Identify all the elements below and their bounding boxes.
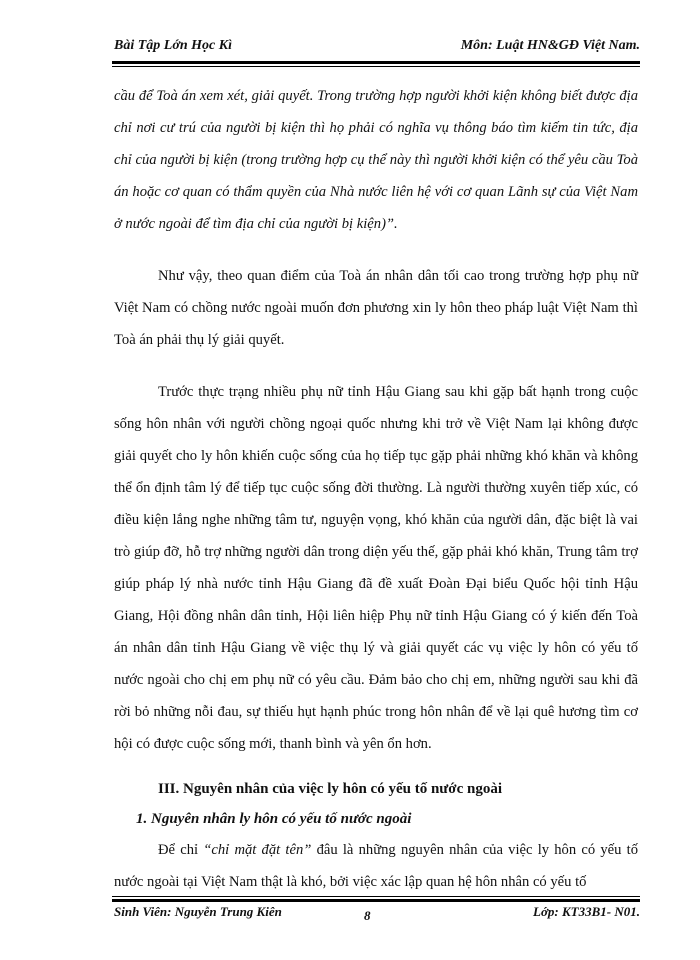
header-rule-thick bbox=[112, 61, 640, 64]
paragraph-3-rest: đâu là những nguyên nhân của việc ly hôn có yếu tố nước ngoài tại Việt Nam thật là khó, bởi việc xác lập quan hệ hôn nhân có yếu tố bbox=[114, 842, 638, 890]
spacer bbox=[114, 760, 638, 774]
header-rule-thin bbox=[112, 66, 640, 67]
page-footer bbox=[114, 904, 640, 928]
paragraph-3 bbox=[114, 834, 638, 898]
quote-continuation: cầu để Toà án xem xét, giải quyết. Trong trường hợp người khởi kiện không biết được địa chỉ nơi cư trú của người bị kiện thì họ phải có nghĩa vụ thông báo tìm kiếm tin tức, địa chỉ của người bị kiện (trong trường hợp cụ thể này thì người khởi kiện có thể yêu cầu Toà án hoặc cơ quan có thẩm quyền của Nhà nước liên hệ với cơ quan Lãnh sự của Việt Nam ở nước ngoài để tìm địa chỉ của người bị kiện)”. bbox=[114, 88, 638, 232]
page-header bbox=[114, 38, 640, 62]
paragraph-2: Trước thực trạng nhiều phụ nữ tỉnh Hậu Giang sau khi gặp bất hạnh trong cuộc sống hôn nhân với người chồng ngoại quốc nhưng khi trở về Việt Nam lại không được giải quyết cho ly hôn khiến cuộc sống của họ tiếp tục gặp phải những khó khăn và không thể ổn định tâm lý để tiếp tục cuộc sống đời thường. Là người thường xuyên tiếp xúc, có điều kiện lắng nghe những tâm tư, nguyện vọng, khó khăn của người dân, đặc biệt là vai trò giúp đỡ, hỗ trợ những người dân trong diện yếu thế, gặp phải khó khăn, Trung tâm trợ giúp pháp lý nhà nước tỉnh Hậu Giang đã đề xuất Đoàn Đại biểu Quốc hội tỉnh Hậu Giang, Hội đồng nhân dân tỉnh, Hội liên hiệp Phụ nữ tỉnh Hậu Giang có ý kiến đến Toà án nhân dân tỉnh Hậu Giang về việc thụ lý và giải quyết các vụ việc ly hôn có yếu tố nước ngoài cho chị em phụ nữ có yêu cầu. Đảm bảo cho chị em, những người sau khi đã rời bỏ những nỗi đau, sự thiếu hụt hạnh phúc trong hôn nhân để về lại quê hương tìm cơ hội có được cuộc sống mới, thanh bình và yên ổn hơn. bbox=[114, 384, 638, 752]
paragraph-1: Như vậy, theo quan điểm của Toà án nhân dân tối cao trong trường hợp phụ nữ Việt Nam có chồng nước ngoài muốn đơn phương xin ly hôn theo pháp luật Việt Nam thì Toà án phải thụ lý giải quyết. bbox=[114, 268, 638, 348]
page-number: 8 bbox=[364, 908, 371, 923]
spacer bbox=[114, 240, 638, 260]
section-heading: III. Nguyên nhân của việc ly hôn có yếu tố nước ngoài bbox=[158, 781, 503, 797]
paragraph-3-start: Để chỉ bbox=[158, 842, 204, 858]
paragraph-3-quote: “chỉ mặt đặt tên” bbox=[203, 842, 312, 858]
document-body bbox=[114, 80, 638, 898]
footer-rule-thin bbox=[112, 896, 640, 897]
header-subject: Môn: Luật HN&GĐ Việt Nam. bbox=[460, 38, 640, 53]
spacer bbox=[114, 356, 638, 376]
footer-rule-thick bbox=[112, 899, 640, 902]
subsection-heading: 1. Nguyên nhân ly hôn có yếu tố nước ngoài bbox=[136, 811, 412, 827]
footer-class: Lớp: KT33B1- N01. bbox=[533, 904, 640, 919]
header-course-title: Bài Tập Lớn Học Kì bbox=[114, 38, 232, 53]
footer-student-name: Sinh Viên: Nguyễn Trung Kiên bbox=[114, 904, 282, 919]
